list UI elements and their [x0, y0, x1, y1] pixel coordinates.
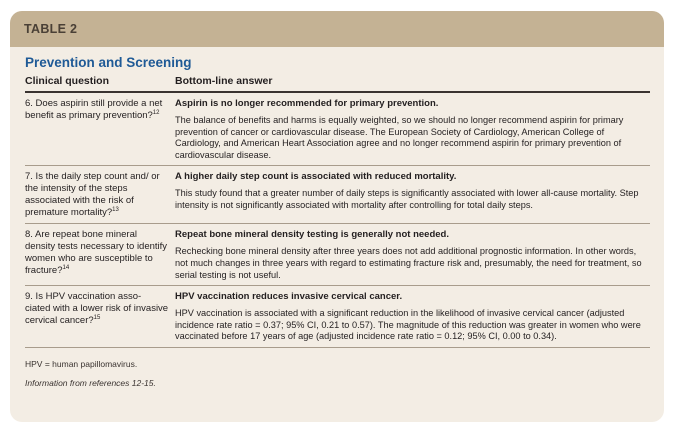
- table-row: [25, 286, 650, 348]
- table-content: [25, 55, 650, 388]
- question-text: 7. Is the daily step count and/ or the intensity of the steps associated with the risk of premature mortality?: [25, 171, 160, 219]
- reference-number: 13: [112, 207, 119, 214]
- table-label: TABLE 2: [24, 22, 78, 36]
- abbreviation-footnote: HPV = human papillomavirus.: [25, 358, 138, 369]
- bottom-line-answer: [175, 98, 650, 161]
- column-headers: [25, 75, 650, 93]
- table-header-bar: [10, 11, 664, 47]
- answer-headline: Repeat bone mineral density testing is generally not needed.: [175, 229, 449, 241]
- table-row: [25, 224, 650, 286]
- answer-headline: HPV vaccination reduces invasive cervical cancer.: [175, 291, 403, 303]
- clinical-question: [25, 171, 175, 219]
- bottom-line-answer: [175, 229, 650, 281]
- reference-number: 12: [152, 109, 160, 116]
- answer-headline: Aspirin is no longer recommended for primary prevention.: [175, 98, 439, 109]
- column-header-question: Clinical question: [25, 75, 110, 87]
- bottom-line-answer: [175, 291, 650, 343]
- reference-number: 15: [93, 315, 101, 321]
- footnotes: [25, 359, 650, 388]
- bottom-line-answer: [175, 171, 650, 219]
- answer-body: Rechecking bone mineral density after three years does not add additional prognostic information. In other words, not much changes in three years with regard to estimating fracture risk and, presumably, the need for treatment, so serial testing is not useful.: [175, 246, 642, 280]
- table-row: [25, 166, 650, 224]
- clinical-question: [25, 98, 175, 161]
- column-header-answer: Bottom-line answer: [175, 75, 273, 87]
- question-text: 8. Are repeat bone mineral density tests necessary to identify women who are susceptible to fracture?: [25, 229, 168, 277]
- answer-headline: A higher daily step count is associated with reduced mortality.: [175, 171, 457, 183]
- question-text: 6. Does aspirin still provide a net benefit as primary prevention?: [25, 98, 163, 121]
- table-title: Prevention and Screening: [25, 55, 192, 70]
- table-row: [25, 93, 650, 166]
- answer-body: HPV vaccination is associated with a significant reduction in the likelihood of invasive cervical cancer (adjusted incidence rate ratio = 0.37; 95% CI, 0.21 to 0.57). The magnitude of this reduction was greater in women who were vaccinated before 17 years of age (adjusted incidence rate ratio = 0.12; 95% CI, 0.00 to 0.34).: [175, 308, 641, 342]
- table-card: [10, 11, 664, 422]
- question-text: 9. Is HPV vaccination asso- ciated with a lower risk of invasive cervical cancer?: [25, 291, 169, 327]
- answer-body: This study found that a greater number of daily steps is significantly associated with lower all-cause mortality. Step intensity is not significantly associated with mortality after controlling for total daily steps.: [175, 188, 639, 210]
- answer-body: The balance of benefits and harms is equally weighted, so we should no longer recommend aspirin for primary prevention of cancer or cardiovascular disease. The European Society of Cardiology, American College of Cardiology, and American Heart Association agree and no longer recommend aspirin for primary prevention of cardiovascular disease.: [175, 115, 624, 160]
- clinical-question: [25, 229, 175, 281]
- reference-number: 14: [62, 265, 70, 272]
- source-note: Information from references 12-15.: [25, 377, 156, 388]
- clinical-question: [25, 291, 175, 343]
